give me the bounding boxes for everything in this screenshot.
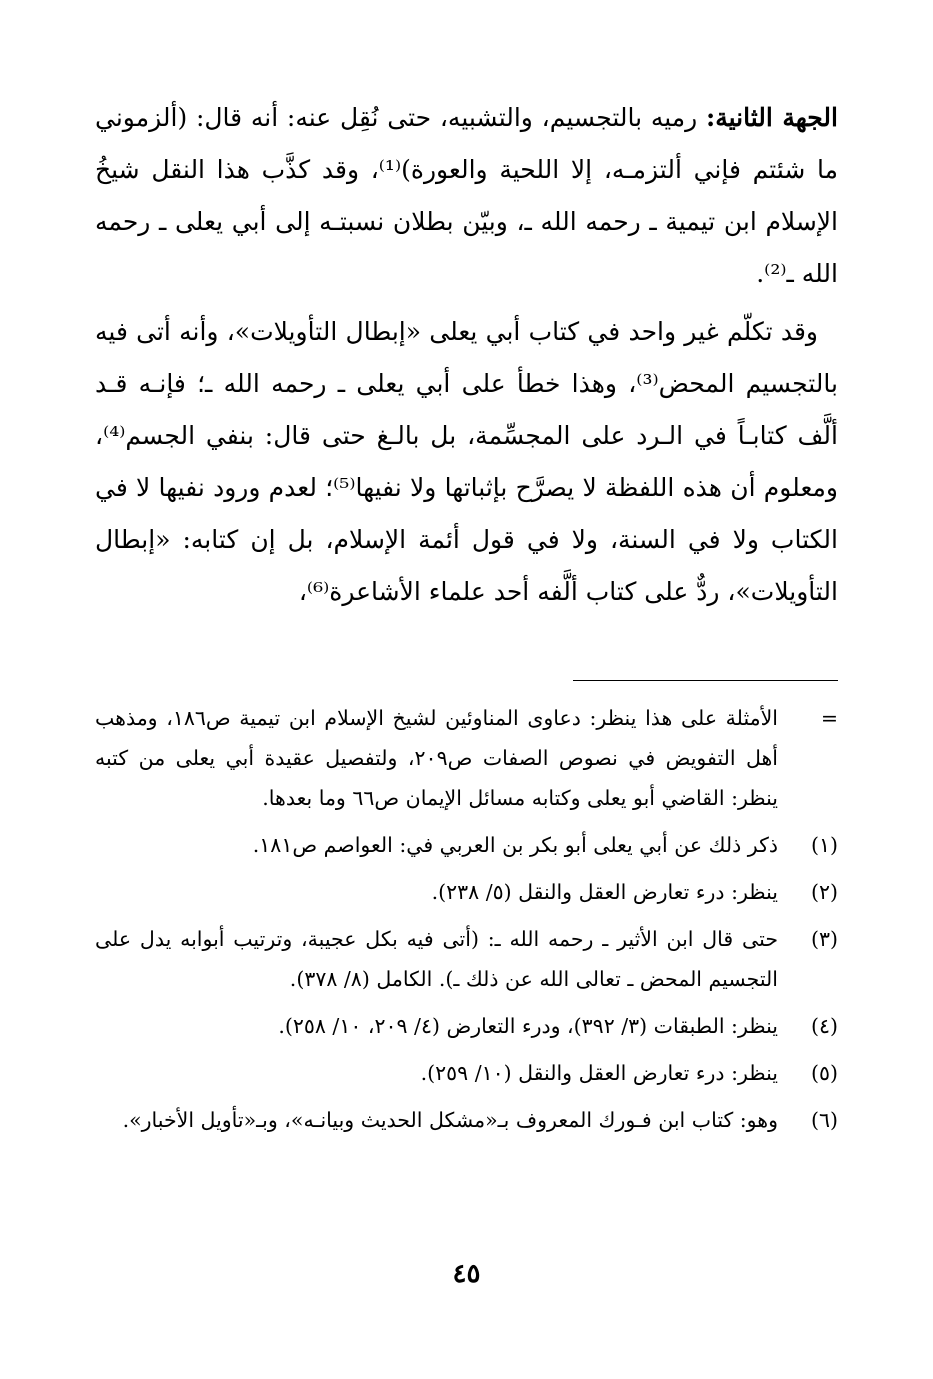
footnote-text: ينظر: الطبقات (٣/ ٣٩٢)، ودرء التعارض (٤/ ٢٠٩، ١٠/ ٢٥٨).	[278, 1014, 778, 1038]
paragraph-1-body: رميه بالتجسيم، والتشبيه، حتى نُقِل عنه: أنه قال: (ألزموني ما شئتم فإني ألتزمـه، إلا اللحية والعورة)⁽¹⁾، وقد كذَّب هذا النقل شيخُ الإسلام ابن تيمية ـ رحمه الله ـ، وبيّن بطلان نسبتـه إلى أبي يعلى ـ رحمه الله ـ⁽²⁾.	[95, 103, 839, 288]
footnote-number: (٦)	[810, 1108, 838, 1132]
paragraph-2	[95, 306, 838, 618]
footnote-number: (٢)	[810, 880, 838, 904]
footnote-number: (١)	[810, 833, 838, 857]
footnote-text: الأمثلة على هذا ينظر: دعاوى المناوئين لشيخ الإسلام ابن تيمية ص١٨٦، ومذهب أهل التفويض في نصوص الصفات ص٢٠٩، ولتفصيل عقيدة أبي يعلى من كتبه ينظر: القاضي أبو يعلى وكتابه مسائل الإيمان ص٦٦ وما بعدها.	[95, 706, 779, 810]
footnote-text: وهو: كتاب ابن فـورك المعروف بـ«مشكل الحديث وبيانـه»، وبـ«تأويل الأخبار».	[122, 1108, 778, 1132]
footnote-number: (٥)	[810, 1061, 838, 1085]
footnotes-section	[95, 698, 838, 1147]
paragraph-2-body: وقد تكلّم غير واحد في كتاب أبي يعلى «إبطال التأويلات»، وأنه أتى فيه بالتجسيم المحض⁽³⁾، وهذا خطأ على أبي يعلى ـ رحمه الله ـ؛ فإنـه قـد ألَّف كتابـاً في الـرد على المجسِّمة، بل بالـغ حتى قال: بنفي الجسم⁽⁴⁾، ومعلوم أن هذه اللفظة لا يصرَّح بإثباتها ولا نفيها⁽⁵⁾؛ لعدم ورود نفيها لا في الكتاب ولا في السنة، ولا في قول أئمة الإسلام، بل إن كتابه: «إبطال التأويلات»، ردٌّ على كتاب ألَّفه أحد علماء الأشاعرة⁽⁶⁾،	[95, 317, 838, 606]
footnote-continued	[95, 698, 838, 818]
footnote-text: ينظر: درء تعارض العقل والنقل (١٠/ ٢٥٩).	[420, 1061, 778, 1085]
footnote-number: (٣)	[810, 927, 838, 951]
footnote-separator	[573, 680, 838, 681]
footnote-number: (٤)	[810, 1014, 838, 1038]
footnote-5	[95, 1053, 838, 1093]
footnote-1	[95, 825, 838, 865]
paragraph-1-lead: الجهة الثانية:	[705, 103, 838, 132]
footnote-text: ذكر ذلك عن أبي يعلى أبو بكر بن العربي في: العواصم ص١٨١.	[252, 833, 778, 857]
paragraph-1	[95, 92, 838, 300]
page-number: ٤٥	[452, 1259, 481, 1289]
footnote-3	[95, 919, 838, 999]
footnote-text: حتى قال ابن الأثير ـ رحمه الله ـ: (أتى فيه بكل عجيبة، وترتيب أبوابه يدل على التجسيم المحض ـ تعالى الله عن ذلك ـ). الكامل (٨/ ٣٧٨).	[95, 927, 778, 991]
footnote-marker: =	[820, 706, 838, 730]
footnote-text: ينظر: درء تعارض العقل والنقل (٥/ ٢٣٨).	[431, 880, 778, 904]
main-text-block	[95, 92, 838, 618]
footnote-6	[95, 1100, 838, 1140]
footnote-4	[95, 1006, 838, 1046]
footnote-2	[95, 872, 838, 912]
